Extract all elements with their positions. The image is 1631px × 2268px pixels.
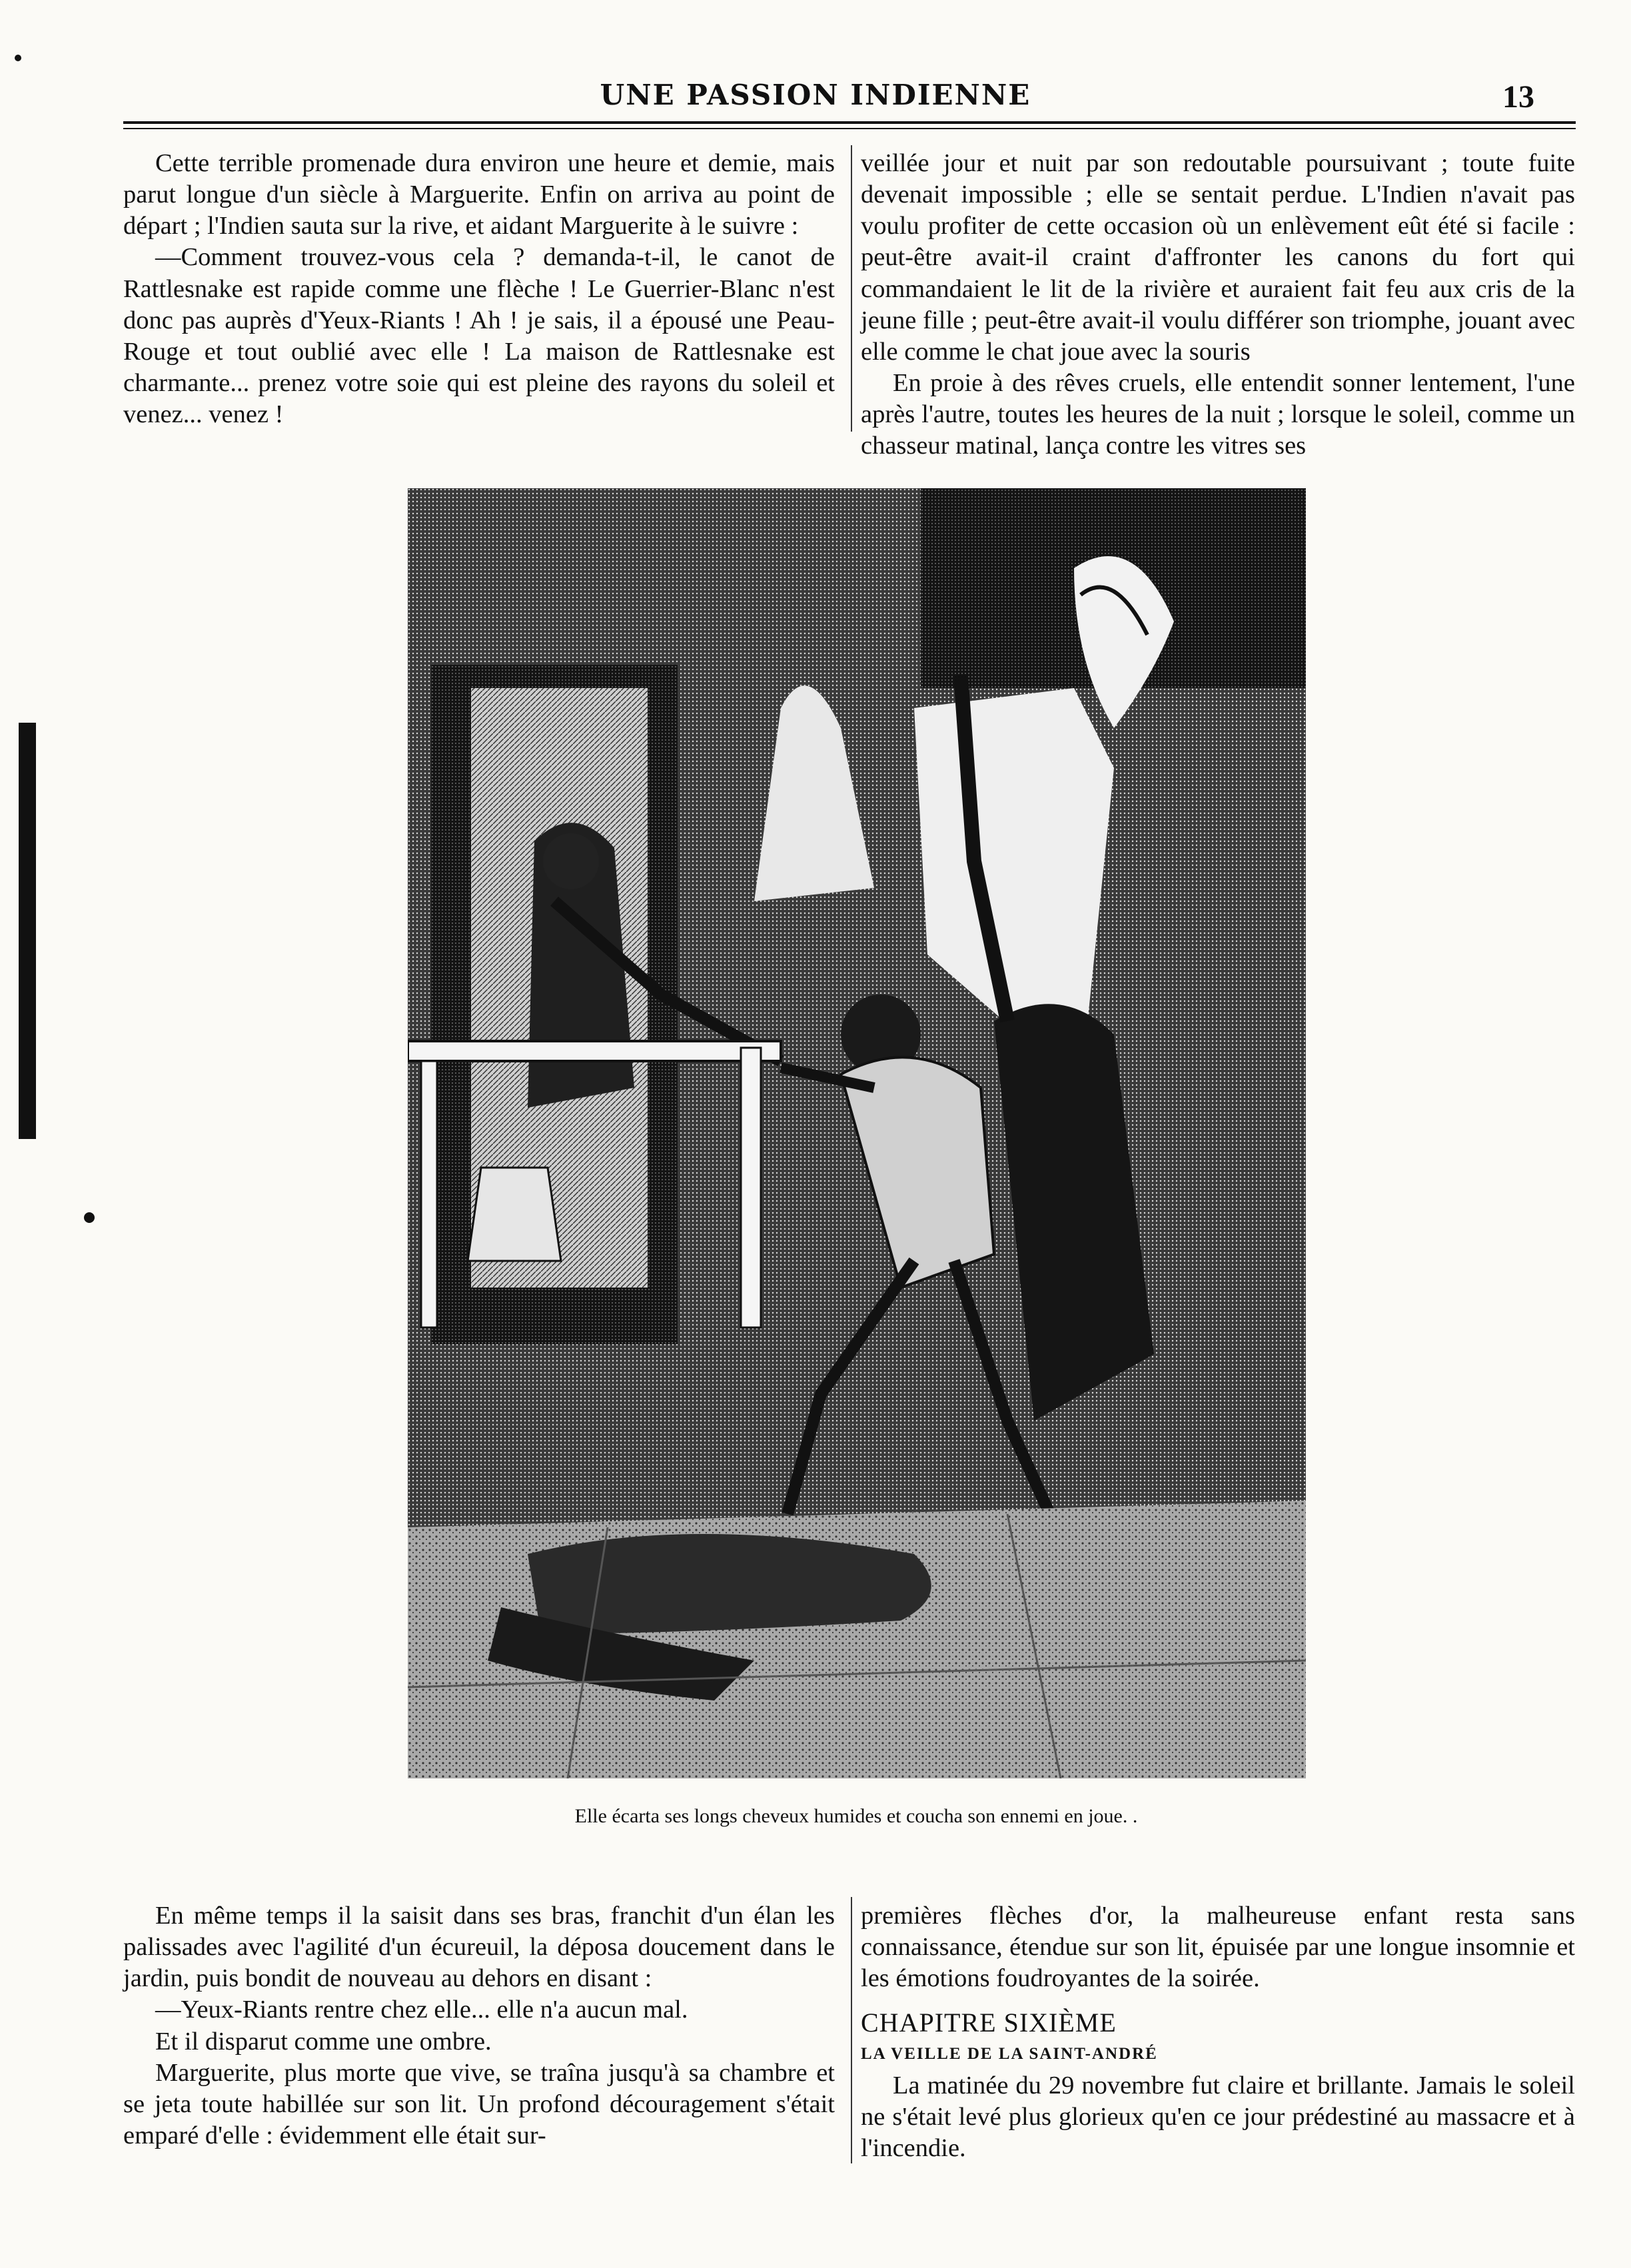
paragraph: En même temps il la saisit dans ses bras, franchit d'un élan les palissades avec l'agilité d'un écureuil, la déposa doucement dans le jardin, puis bondit de nouveau au dehors en disant : [123, 1902, 835, 1993]
paragraph: Et il disparut comme une ombre. [155, 2027, 492, 2056]
page-number: 13 [1502, 79, 1534, 115]
paragraph: —Comment trouvez-vous cela ? demanda-t-il, le canot de Rattlesnake est rapide comme une flèche ! Le Guerrier-Blanc n'est donc pas auprès d'Yeux-Riants ! Ah ! je sais, il a épousé une Peau-Rouge et tout oublié avec elle ! La maison de Rattlesnake est charmante... prenez votre soie qui est pleine des rayons du soleil et venez... venez ! [123, 243, 835, 429]
margin-speck [15, 55, 21, 61]
chapter-subtitle: LA VEILLE DE LA SAINT-ANDRÉ [861, 2045, 1158, 2064]
top-left-column [123, 148, 835, 430]
paragraph: veillée jour et nuit par son redoutable poursuivant ; toute fuite devenait impossible ; elle se sentait perdue. L'Indien n'avait pas voulu profiter de cette occasion où un enlèvement eût été si facile : peut-être avait-il craint d'affronter les canons du fort qui commandaient le lit de la rivière et auraient fait feu aux cris de la jeune fille ; peut-être avait-il voulu différer son triomphe, jouant avec elle comme le chat joue avec la souris [861, 149, 1575, 366]
header-rule-thin [123, 128, 1576, 129]
paragraph: La matinée du 29 novembre fut claire et brillante. Jamais le soleil ne s'était levé plus glorieux qu'en ce jour prédestiné au massacre et à l'incendie. [861, 2072, 1575, 2163]
bottom-right-column [861, 1900, 1575, 2165]
top-right-column [861, 148, 1575, 462]
paragraph: premières flèches d'or, la malheureuse enfant resta sans connaissance, étendue sur son lit, épuisée par une longue insomnie et les émotions foudroyantes de la soirée. [861, 1902, 1575, 1993]
engraving-illustration [408, 488, 1306, 1778]
paragraph: Cette terrible promenade dura environ une heure et demie, mais parut longue d'un siècle à Marguerite. Enfin on arriva au point de départ ; l'Indien sauta sur la rive, et aidant Marguerite à le suivre : [123, 149, 835, 240]
paragraph: Marguerite, plus morte que vive, se traîna jusqu'à sa chambre et se jeta toute habillée sur son lit. Un profond découragement s'était emparé d'elle : évidemment elle était sur- [123, 2058, 835, 2150]
margin-binding-bar [19, 723, 36, 1139]
margin-speck [84, 1212, 95, 1223]
chapter-title: CHAPITRE SIXIÈME [861, 2008, 1117, 2038]
column-divider [851, 1897, 852, 2163]
column-divider [851, 145, 852, 432]
paragraph: En proie à des rêves cruels, elle entendit sonner lentement, l'une après l'autre, toutes les heures de la nuit ; lorsque le soleil, comme un chasseur matinal, lança contre les vitres ses [861, 369, 1575, 460]
bottom-left-column [123, 1900, 835, 2151]
figure-caption: Elle écarta ses longs cheveux humides et coucha son ennemi en joue. . [574, 1805, 1138, 1827]
header-rule [123, 121, 1576, 124]
running-header-title: UNE PASSION INDIENNE [600, 79, 1031, 111]
paragraph: —Yeux-Riants rentre chez elle... elle n'a aucun mal. [155, 1996, 688, 2024]
